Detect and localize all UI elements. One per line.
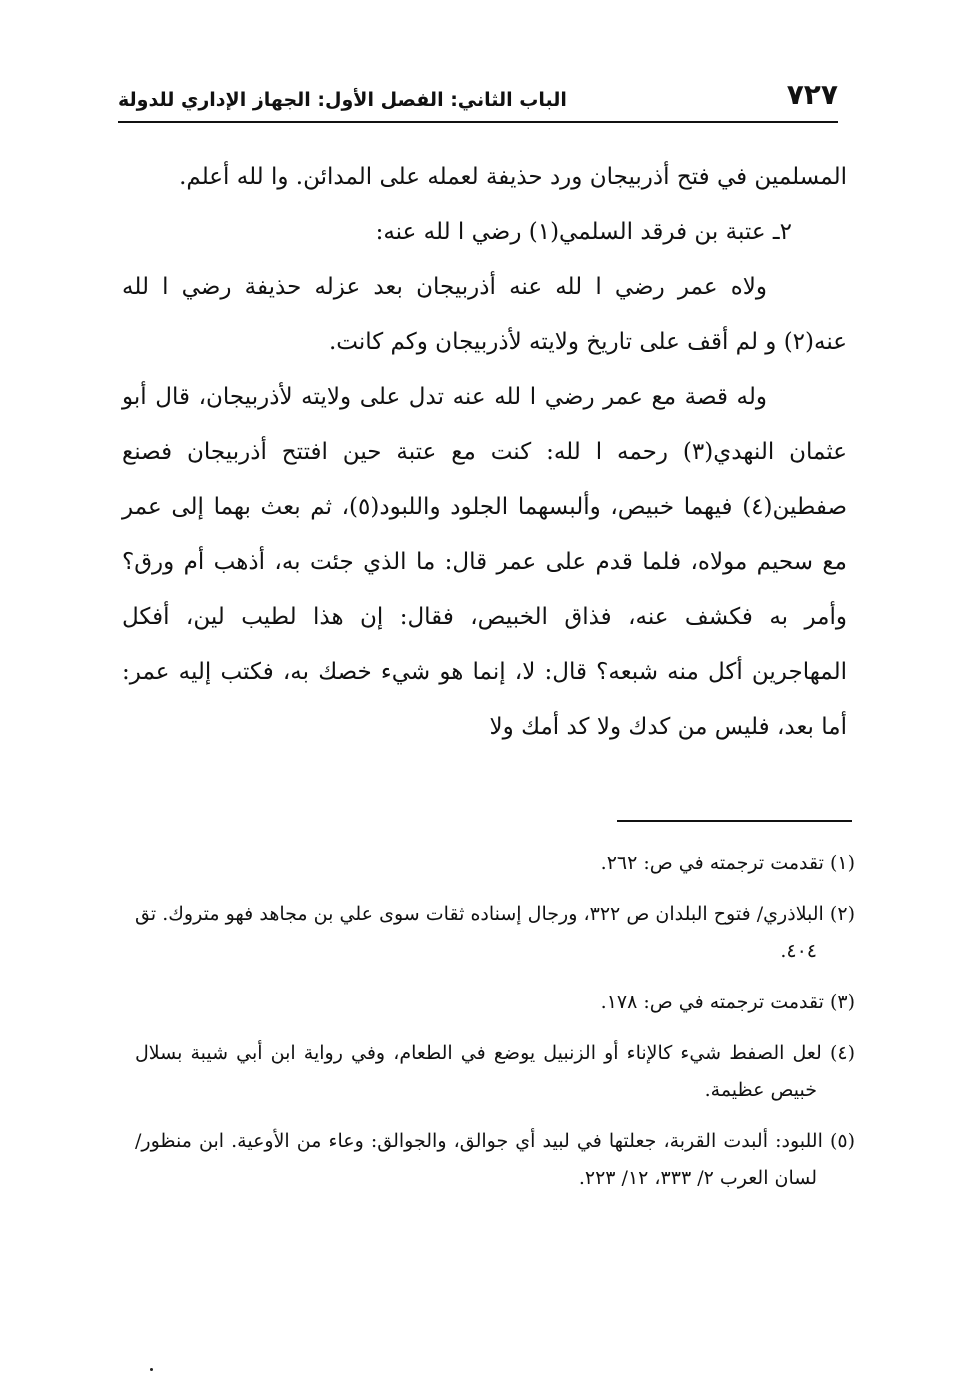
footnote: (٤) لعل الصفط شيء كالإناء أو الزنبيل يوضع في الطعام، وفي رواية ابن أبي شيبة بسلال خبيص عظيمة. (135, 1042, 855, 1101)
running-title: الباب الثاني: الفصل الأول: الجهاز الإداري للدولة (118, 89, 567, 111)
footnote-separator (617, 820, 852, 822)
page-number: ٧٢٧ (786, 78, 838, 111)
paragraph: المسلمين في فتح أذربيجان ورد حذيفة لعمله على المدائن. وا لله أعلم. (179, 164, 847, 190)
footnotes (135, 845, 855, 1211)
header-rule (118, 121, 838, 123)
scan-speck (150, 1368, 153, 1371)
footnote: (٣) تقدمت ترجمته في ص: ١٧٨. (600, 991, 855, 1013)
main-text (122, 150, 847, 755)
footnote: (٥) اللبود: ألبدت القربة، جعلتها في لبيد أي جوالق، والجوالق: وعاء من الأوعية. ابن منظور/ لسان العرب ٢/ ٣٣٣، ١٢/ ٢٢٣. (135, 1130, 855, 1189)
paragraph: وله قصة مع عمر رضي ا لله عنه تدل على ولايته لأذربيجان، قال أبو عثمان النهدي(٣) رحمه ا لله: كنت مع عتبة حين افتتح أذربيجان فصنع صفطين(٤) فيهما خبيص، وألبسهما الجلود واللبود(٥)، ثم بعث بهما إلى عمر مع سحيم مولاه، فلما قدم على عمر قال: ما الذي جئت به، أذهب أم ورق؟ وأمر به فكشف عنه، فذاق الخبيص، فقال: إن هذا لطيب لين، أفكل المهاجرين أكل منه شبعه؟ قال: لا، إنما هو شيء خصك به، فكتب إليه عمر: أما بعد، فليس من كدك ولا كد أمك ولا (122, 384, 847, 740)
footnote: (٢) البلاذري/ فتوح البلدان ص ٣٢٢، ورجال إسناده ثقات سوى علي بن مجاهد فهو متروك. تق ٤٠٤. (135, 903, 855, 962)
page-header (118, 80, 838, 120)
paragraph: ولاه عمر رضي ا لله عنه أذربيجان بعد عزله حذيفة رضي ا لله عنه(٢) و لم أقف على تاريخ ولايته لأذربيجان وكم كانت. (122, 274, 847, 355)
section-heading: ٢ـ عتبة بن فرقد السلمي(١) رضي ا لله عنه: (375, 219, 792, 245)
footnote: (١) تقدمت ترجمته في ص: ٢٦٢. (600, 852, 855, 874)
